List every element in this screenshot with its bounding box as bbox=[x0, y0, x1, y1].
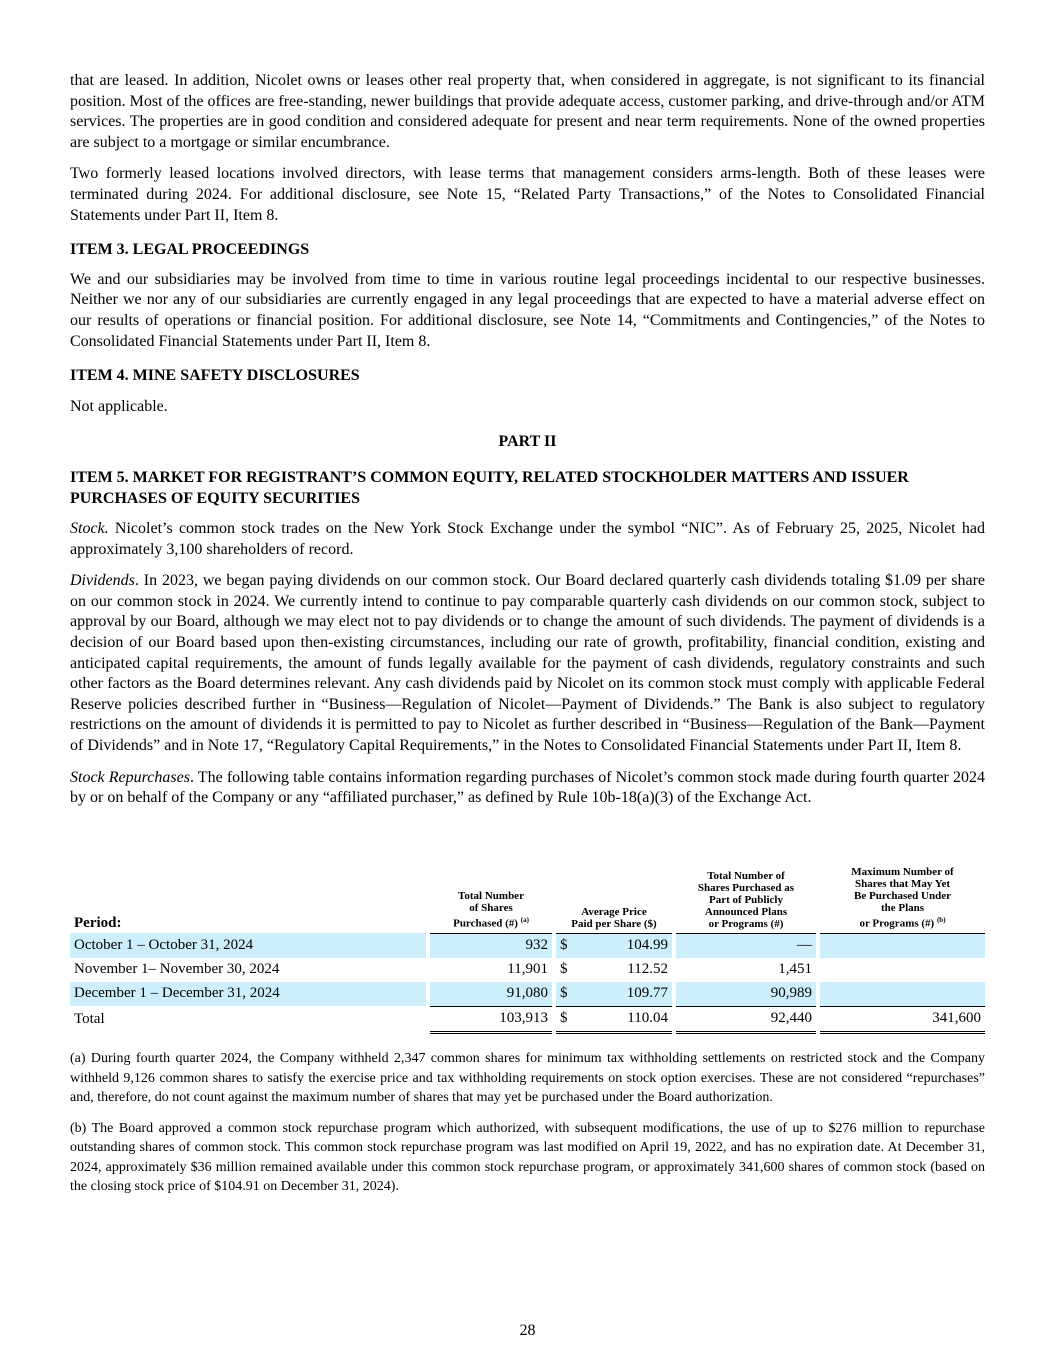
row-currency: $ bbox=[556, 933, 578, 958]
stock-paragraph bbox=[70, 519, 985, 560]
item4-text: Not applicable. bbox=[70, 397, 168, 415]
row-price: 104.99 bbox=[578, 933, 672, 958]
header-maximum-line: Maximum Number of bbox=[851, 866, 954, 878]
row-publicly: — bbox=[676, 933, 816, 958]
row-shares: 11,901 bbox=[507, 961, 548, 978]
header-maximum-line: Be Purchased Under bbox=[854, 890, 951, 902]
item4-heading: ITEM 4. MINE SAFETY DISCLOSURES bbox=[70, 367, 360, 385]
header-maximum-text: or Programs (#) bbox=[859, 917, 935, 930]
paragraph-director-leases: Two formerly leased locations involved directors, with lease terms that management considers arms-length. Both of these leases were terminated during 2024. For additional disclosure, see Note 15, “Related Party Transactions,” of the Notes to Consolidated Financial Statements under Part II, Item 8. bbox=[70, 165, 985, 224]
header-total-shares-text: Purchased (#) bbox=[453, 917, 518, 930]
row-publicly: 90,989 bbox=[676, 982, 816, 1007]
page-number: 28 bbox=[519, 1322, 536, 1339]
stock-repurchase-table bbox=[70, 866, 985, 1034]
header-period: Period: bbox=[74, 915, 122, 932]
total-shares: 103,913 bbox=[430, 1006, 552, 1032]
total-price: 110.04 bbox=[578, 1006, 672, 1032]
row-shares: 91,080 bbox=[430, 982, 552, 1007]
total-maximum: 341,600 bbox=[820, 1006, 985, 1032]
repurchases-text: . The following table contains information regarding purchases of Nicolet’s common stock made during fourth quarter 2024 by or on behalf of the Company or any “affiliated purchaser,” as defined by Rule 10b-18(a)(3) of the Exchange Act. bbox=[70, 768, 985, 807]
footnotes bbox=[70, 1049, 985, 1208]
row-currency: $ bbox=[556, 982, 578, 1007]
row-price: 109.77 bbox=[578, 982, 672, 1007]
table-row bbox=[70, 958, 985, 982]
header-publicly-line: Total Number of bbox=[707, 869, 785, 882]
page-body bbox=[70, 0, 985, 809]
total-currency: $ bbox=[556, 1006, 578, 1032]
row-period: October 1 – October 31, 2024 bbox=[70, 933, 426, 958]
repurchases-label: Stock Repurchases bbox=[70, 768, 190, 786]
header-total-shares-line bbox=[430, 914, 552, 930]
item3-heading: ITEM 3. LEGAL PROCEEDINGS bbox=[70, 241, 310, 259]
header-total-shares-line: of Shares bbox=[469, 902, 513, 914]
header-publicly-line: Part of Publicly bbox=[709, 893, 783, 906]
header-publicly-line: Announced Plans bbox=[704, 905, 788, 918]
part-ii-heading: PART II bbox=[498, 433, 557, 451]
item5-heading: ITEM 5. MARKET FOR REGISTRANT’S COMMON EQUITY, RELATED STOCKHOLDER MATTERS AND ISSUER PURCHASES OF EQUITY SECURITIES bbox=[70, 468, 909, 507]
row-maximum bbox=[820, 982, 985, 1007]
header-average-price-line: Paid per Share ($) bbox=[571, 917, 657, 930]
row-maximum bbox=[820, 958, 985, 982]
row-shares: 932 bbox=[430, 933, 552, 958]
row-maximum bbox=[820, 933, 985, 958]
stock-label: Stock. bbox=[70, 520, 109, 538]
table-total-row bbox=[70, 1006, 985, 1032]
header-total-shares-line: Total Number bbox=[458, 890, 524, 902]
footnote-a-ref: (a) bbox=[520, 916, 529, 924]
dividends-text: . In 2023, we began paying dividends on our common stock. Our Board declared quarterly cash dividends totaling $1.09 per share on our common stock in 2024. We currently intend to continue to pay comparable quarterly cash dividends on our common stock, subject to approval by our Board, although we may elect not to pay dividends or to change the amount of such dividends. The payment of dividends is a decision of our Board based upon then-existing circumstances, including our rate of growth, profitability, financial condition, existing and anticipated capital requirements, the amount of funds legally available for the payment of cash dividends, regulatory constraints and such other factors as the Board determines relevant. Any cash dividends paid by Nicolet on its common stock must comply with applicable Federal Reserve policies described further in “Business—Regulation of Nicolet—Payment of Dividends.” The Bank is also subject to regulatory restrictions on the amount of dividends it is permitted to pay to Nicolet as further described in “Business—Regulation of the Bank—Payment of Dividends” and in Note 17, “Regulatory Capital Requirements,” in the Notes to Consolidated Financial Statements under Part II, Item 8. bbox=[70, 572, 985, 755]
dividends-label: Dividends bbox=[70, 572, 135, 590]
header-maximum-shares bbox=[820, 866, 985, 933]
header-maximum-line: Shares that May Yet bbox=[854, 878, 951, 890]
stock-text: Nicolet’s common stock trades on the New York Stock Exchange under the symbol “NIC”. As of February 25, 2025, Nicolet had approximately 3,100 shareholders of record. bbox=[70, 520, 985, 558]
footnote-b-ref: (b) bbox=[936, 916, 946, 924]
table-row bbox=[70, 933, 985, 958]
row-publicly: 1,451 bbox=[778, 961, 812, 978]
row-period: November 1– November 30, 2024 bbox=[74, 961, 280, 978]
table-row bbox=[70, 982, 985, 1007]
header-maximum-line bbox=[820, 914, 985, 930]
header-maximum-line: the Plans bbox=[880, 902, 925, 914]
row-currency: $ bbox=[560, 961, 568, 978]
header-average-price bbox=[556, 866, 672, 933]
header-total-shares bbox=[430, 866, 552, 933]
row-price: 112.52 bbox=[627, 961, 668, 978]
header-publicly-line: Shares Purchased as bbox=[697, 881, 795, 894]
total-publicly: 92,440 bbox=[676, 1006, 816, 1032]
header-average-price-line: Average Price bbox=[581, 905, 647, 918]
header-publicly-announced bbox=[676, 866, 816, 933]
header-publicly-line: or Programs (#) bbox=[708, 917, 784, 930]
footnote-a: (a) During fourth quarter 2024, the Company withheld 2,347 common shares for minimum tax withholding settlements on restricted stock and the Company withheld 9,126 common shares to satisfy the exercise price and tax withholding requirements on stock option exercises. These are not considered “repurchases” and, therefore, do not count against the maximum number of shares that may yet be purchased under the Board authorization. bbox=[70, 1051, 985, 1105]
row-period: December 1 – December 31, 2024 bbox=[70, 982, 426, 1007]
paragraph-leased-properties: that are leased. In addition, Nicolet owns or leases other real property that, when considered in aggregate, is not significant to its financial position. Most of the offices are free-standing, newer buildings that provide adequate access, customer parking, and drive-through and/or ATM services. The properties are in good condition and considered adequate for present and near term requirements. None of the owned properties are subject to a mortgage or similar encumbrance. bbox=[70, 72, 985, 151]
total-label: Total bbox=[74, 1010, 105, 1027]
dividends-paragraph bbox=[70, 571, 985, 756]
repurchases-paragraph bbox=[70, 768, 985, 809]
footnote-b: (b) The Board approved a common stock repurchase program which authorized, with subsequent modifications, the use of up to $276 million to repurchase outstanding shares of common stock. This common stock repurchase program was last modified on April 19, 2022, and has no expiration date. At December 31, 2024, approximately $36 million remained available under this common stock repurchase program, or approximately 341,600 shares of common stock (based on the closing stock price of $104.91 on December 31, 2024). bbox=[70, 1120, 985, 1194]
item3-text: We and our subsidiaries may be involved from time to time in various routine legal proceedings incidental to our respective businesses. Neither we nor any of our subsidiaries are currently engaged in any legal proceedings that are expected to have a material adverse effect on our results of operations or financial position. For additional disclosure, see Note 14, “Commitments and Contingencies,” of the Notes to Consolidated Financial Statements under Part II, Item 8. bbox=[70, 270, 985, 350]
